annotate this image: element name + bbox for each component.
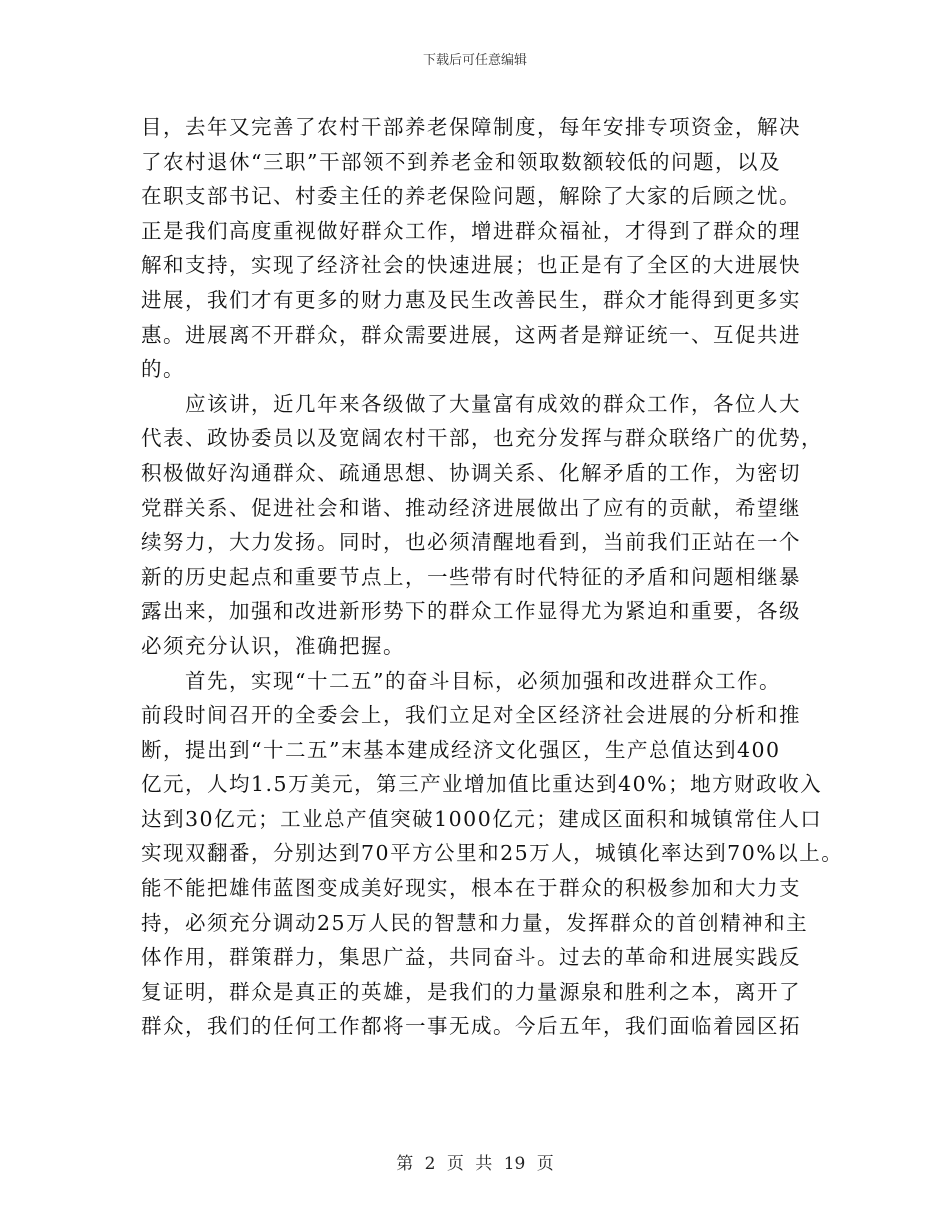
text-line: 实现双翻番，分别达到70平方公里和25万人，城镇化率达到70%以上。	[141, 841, 844, 866]
text-line: 断，提出到“十二五”末基本建成经济文化强区，生产总值达到400	[141, 737, 781, 762]
text-line: 积极做好沟通群众、疏通思想、协调关系、化解矛盾的工作，为密切	[141, 460, 801, 485]
paragraph-3	[141, 664, 844, 1045]
text-line: 首先，实现“十二五”的奋斗目标，必须加强和改进群众工作。	[185, 668, 781, 693]
footer-label-unit: 页	[446, 1154, 464, 1174]
page-footer	[0, 1152, 950, 1176]
text-line: 前段时间召开的全委会上，我们立足对全区经济社会进展的分析和推	[141, 703, 801, 728]
text-line: 体作用，群策群力，集思广益，共同奋斗。过去的革命和进展实践反	[141, 945, 801, 970]
text-line: 复证明，群众是真正的英雄，是我们的力量源泉和胜利之本，离开了	[141, 979, 801, 1004]
footer-total-pages: 19	[503, 1154, 526, 1174]
text-line: 党群关系、促进社会和谐、推动经济进展做出了应有的贡献，希望继	[141, 495, 801, 520]
footer-label-unit-end: 页	[536, 1154, 554, 1174]
paragraph-2	[141, 387, 821, 664]
text-line: 必须充分认识，准确把握。	[141, 633, 405, 658]
text-line: 达到30亿元；工业总产值突破1000亿元；建成区面积和城镇常住人口	[141, 806, 823, 831]
text-line: 持，必须充分调动25万人民的智慧和力量，发挥群众的首创精神和主	[141, 910, 809, 935]
text-line: 进展，我们才有更多的财力惠及民生改善民生，群众才能得到更多实	[141, 287, 801, 312]
text-line: 能不能把雄伟蓝图变成美好现实，根本在于群众的积极参加和大力支	[141, 876, 801, 901]
text-line: 在职支部书记、村委主任的养老保险问题，解除了大家的后顾之忧。	[141, 184, 801, 209]
footer-label-page: 第	[396, 1154, 414, 1174]
text-line: 了农村退休“三职”干部领不到养老金和领取数额较低的问题，以及	[141, 149, 781, 174]
text-line: 亿元，人均1.5万美元，第三产业增加值比重达到40%；地方财政收入	[141, 772, 823, 797]
text-line: 的。	[141, 357, 185, 382]
text-line: 露出来，加强和改进新形势下的群众工作显得尤为紧迫和重要，各级	[141, 599, 801, 624]
text-line: 群众，我们的任何工作都将一事无成。今后五年，我们面临着园区拓	[141, 1014, 801, 1039]
text-line: 惠。进展离不开群众，群众需要进展，这两者是辩证统一、互促共进	[141, 322, 801, 347]
text-line: 解和支持，实现了经济社会的快速进展；也正是有了全区的大进展快	[141, 253, 801, 278]
paragraph-1	[141, 110, 821, 387]
footer-current-page: 2	[424, 1154, 436, 1174]
text-line: 代表、政协委员以及宽阔农村干部，也充分发挥与群众联络广的优势，	[141, 426, 823, 451]
text-line: 正是我们高度重视做好群众工作，增进群众福祉，才得到了群众的理	[141, 218, 801, 243]
page-header	[0, 52, 950, 70]
text-line: 续努力，大力发扬。同时，也必须清醒地看到，当前我们正站在一个	[141, 530, 801, 555]
text-line: 目，去年又完善了农村干部养老保障制度，每年安排专项资金，解决	[141, 115, 801, 139]
text-line: 新的历史起点和重要节点上，一些带有时代特征的矛盾和问题相继暴	[141, 564, 801, 589]
footer-label-total: 共	[475, 1154, 493, 1174]
text-line: 应该讲，近几年来各级做了大量富有成效的群众工作，各位人大	[185, 391, 801, 416]
header-text: 下载后可任意编辑	[422, 53, 527, 68]
document-body	[141, 110, 844, 1044]
